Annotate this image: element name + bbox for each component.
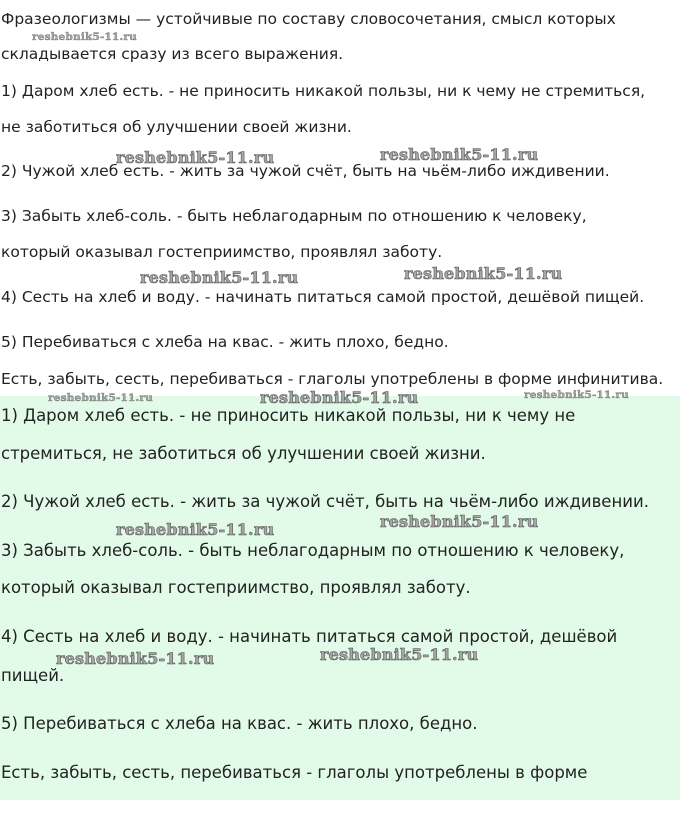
highlighted-text-block <box>0 396 680 800</box>
text-line-conclusion: Есть, забыть, сесть, перебиваться - глаголы употреблены в форме <box>1 763 588 782</box>
text-line-item4-b: пищей. <box>1 666 65 685</box>
text-line-item4-a: 4) Сесть на хлеб и воду. - начинать питаться самой простой, дешёвой <box>1 627 618 646</box>
watermark: reshebnik5-11.ru <box>380 145 539 164</box>
text-line-item1-b: не заботиться об улучшении своей жизни. <box>1 118 352 136</box>
watermark: reshebnik5-11.ru <box>56 649 215 668</box>
text-line-item3-b: который оказывал гостеприимство, проявлял заботу. <box>1 578 471 597</box>
watermark: reshebnik5-11.ru <box>116 520 275 539</box>
watermark: reshebnik5-11.ru <box>404 264 563 283</box>
watermark: reshebnik5-11.ru <box>380 512 539 531</box>
text-line-item1-b: стремиться, не заботиться об улучшении своей жизни. <box>1 444 486 463</box>
text-line-item5: 5) Перебиваться с хлеба на квас. - жить плохо, бедно. <box>1 714 478 733</box>
text-line-item1-a: 1) Даром хлеб есть. - не приносить никакой пользы, ни к чему не стремиться, <box>1 82 646 100</box>
watermark: reshebnik5-11.ru <box>116 148 275 167</box>
watermark: reshebnik5-11.ru <box>48 392 153 404</box>
watermark: reshebnik5-11.ru <box>524 389 629 401</box>
text-line-item5: 5) Перебиваться с хлеба на квас. - жить плохо, бедно. <box>1 333 449 351</box>
original-text-block <box>0 0 680 396</box>
text-line-item3-b: который оказывал гостеприимство, проявлял заботу. <box>1 243 443 261</box>
text-line-item3-a: 3) Забыть хлеб-соль. - быть неблагодарным по отношению к человеку, <box>1 207 587 225</box>
text-line-conclusion: Есть, забыть, сесть, перебиваться - глаголы употреблены в форме инфинитива. <box>1 370 664 388</box>
watermark: reshebnik5-11.ru <box>140 268 299 287</box>
text-line-item2: 2) Чужой хлеб есть. - жить за чужой счёт, быть на чьём-либо иждивении. <box>1 162 610 180</box>
text-line-item1-a: 1) Даром хлеб есть. - не приносить никакой пользы, ни к чему не <box>1 406 576 425</box>
text-line-intro-2: складывается сразу из всего выражения. <box>1 45 344 63</box>
text-line-intro-1: Фразеологизмы — устойчивые по составу словосочетания, смысл которых <box>1 10 616 28</box>
text-line-item4: 4) Сесть на хлеб и воду. - начинать питаться самой простой, дешёвой пищей. <box>1 288 645 306</box>
watermark: reshebnik5-11.ru <box>32 31 137 43</box>
text-line-item3-a: 3) Забыть хлеб-соль. - быть неблагодарным по отношению к человеку, <box>1 541 625 560</box>
watermark: reshebnik5-11.ru <box>320 645 479 664</box>
watermark: reshebnik5-11.ru <box>260 388 419 407</box>
text-line-item2: 2) Чужой хлеб есть. - жить за чужой счёт, быть на чьём-либо иждивении. <box>1 492 649 511</box>
